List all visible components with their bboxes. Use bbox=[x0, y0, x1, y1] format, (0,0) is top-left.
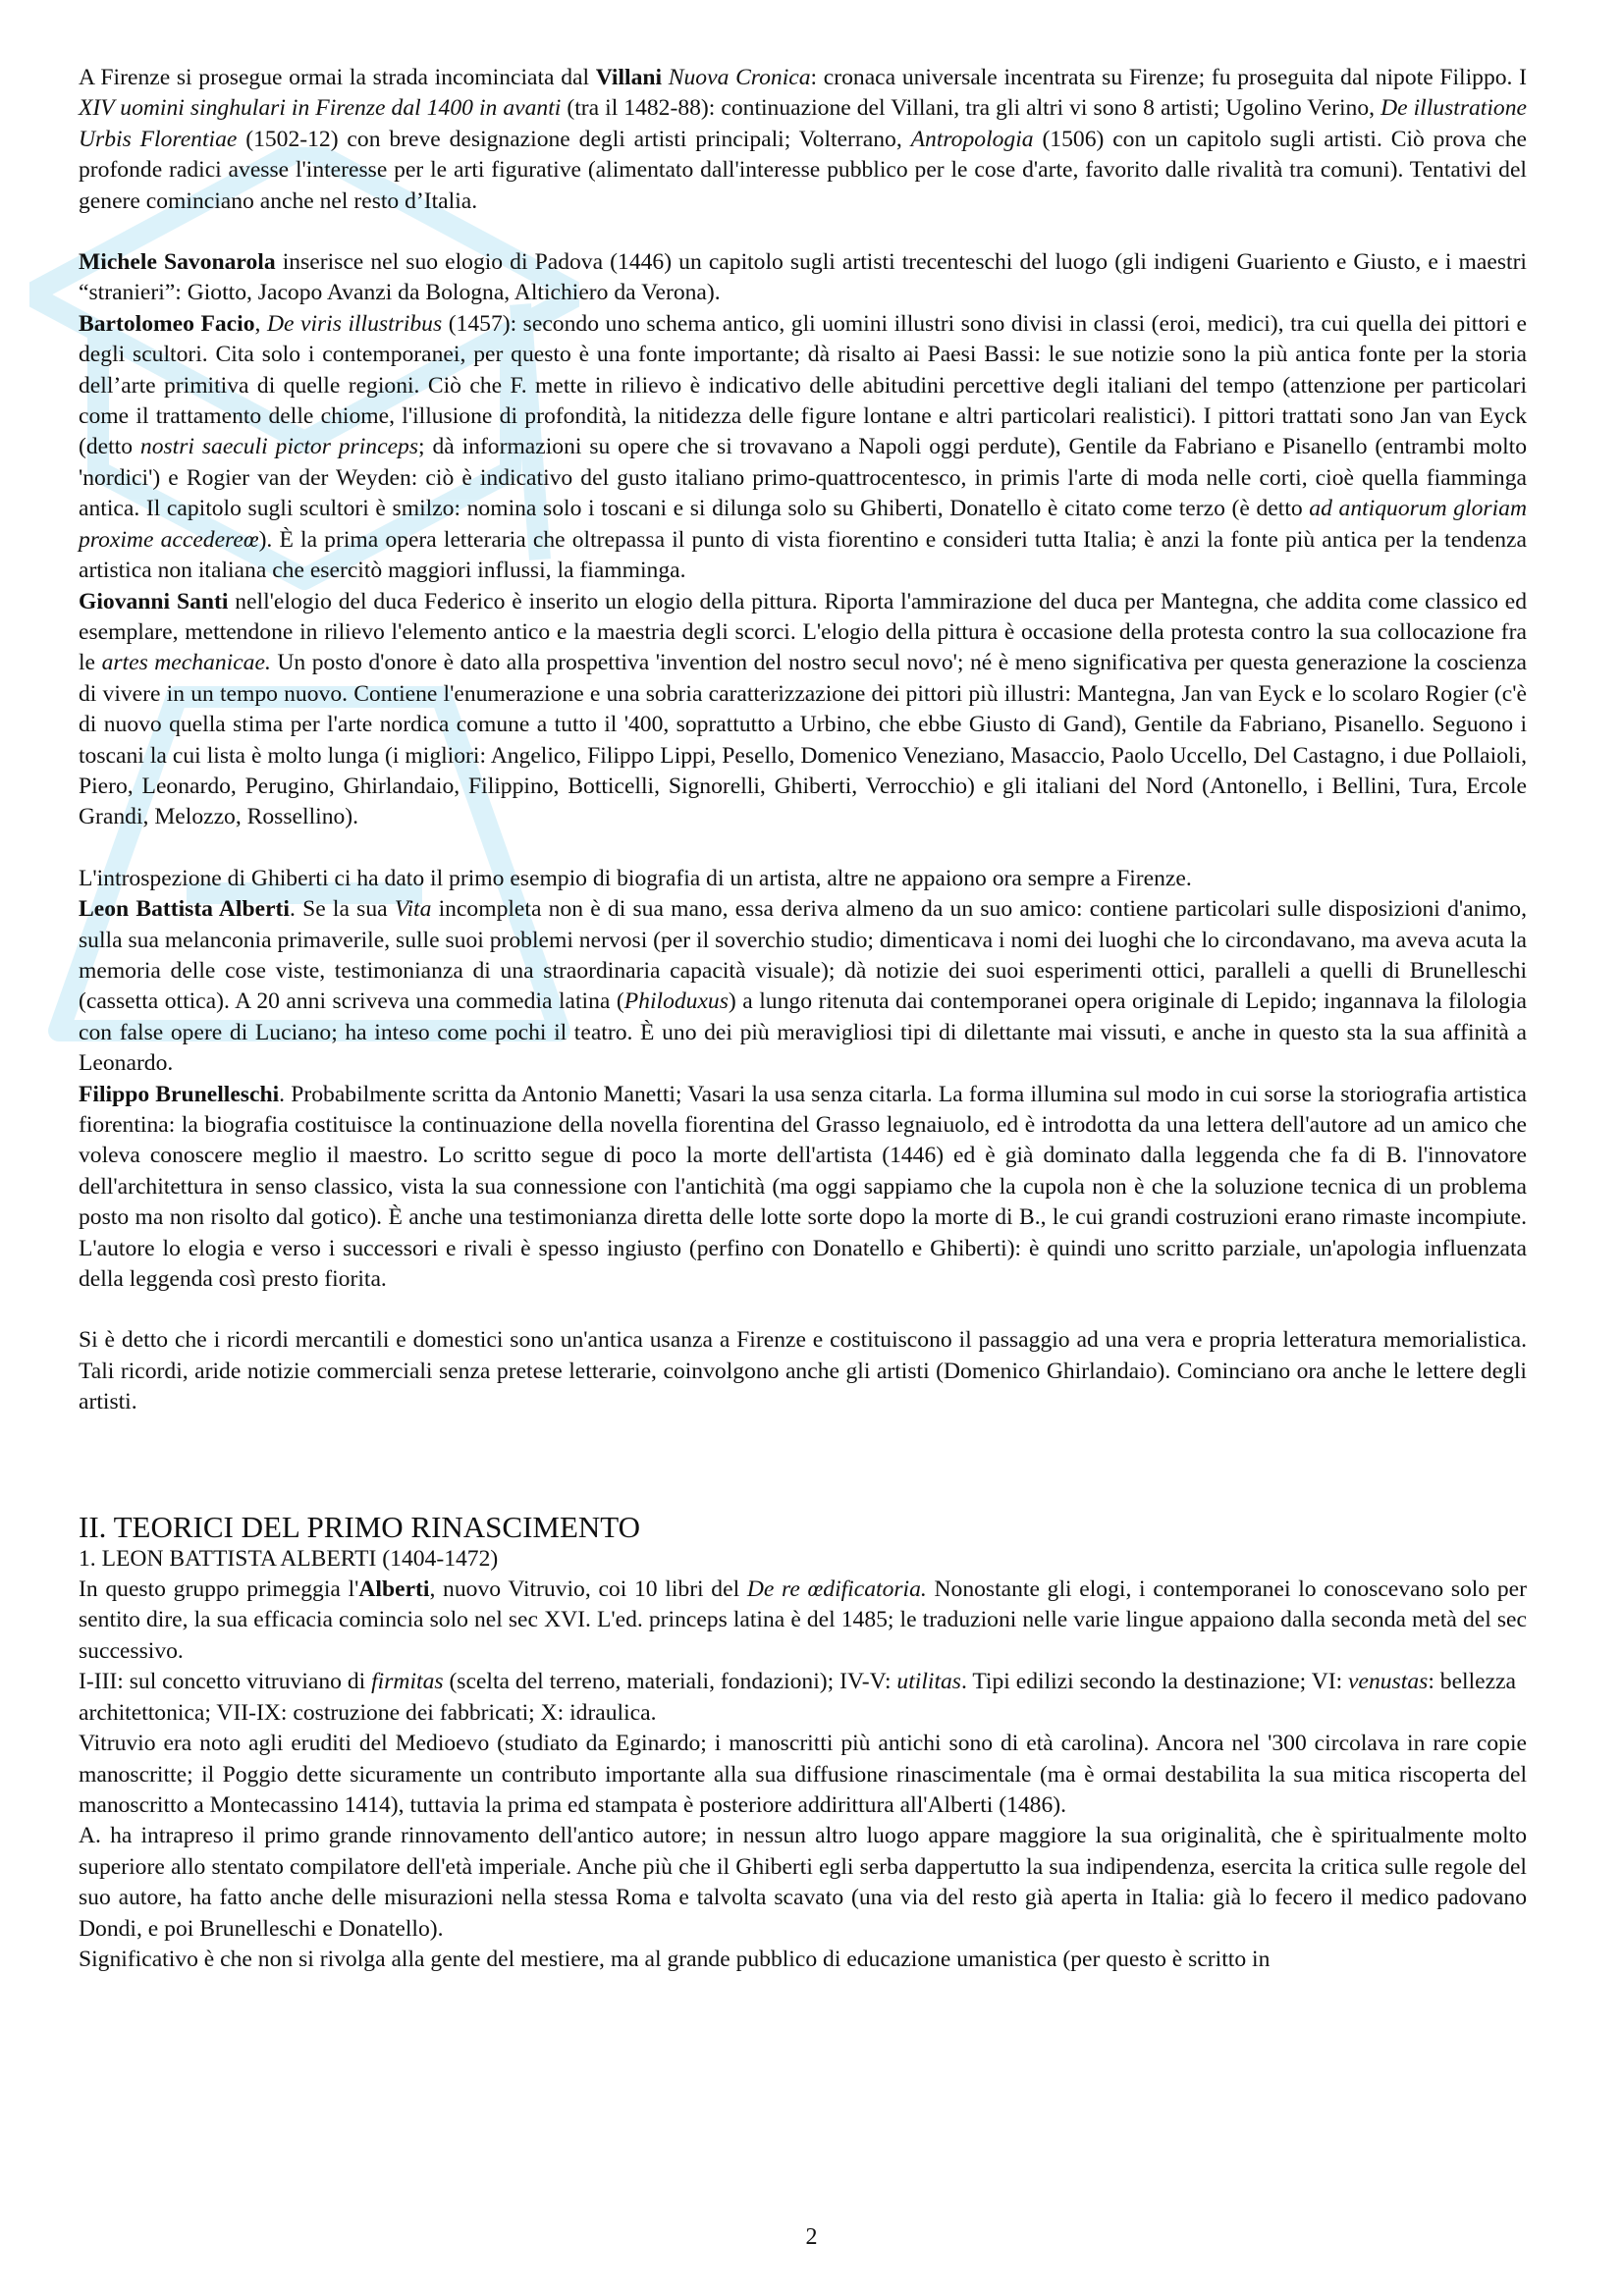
term-firmitas: firmitas bbox=[371, 1669, 444, 1695]
term-utilitas: utilitas bbox=[896, 1669, 961, 1695]
name-brunelleschi: Filippo Brunelleschi bbox=[79, 1081, 280, 1107]
document-page bbox=[79, 63, 1527, 1975]
title-nuova-cronica: Nuova Cronica bbox=[668, 65, 811, 90]
name-facio: Bartolomeo Facio bbox=[79, 310, 255, 337]
paragraph-rinnovamento: A. ha intrapreso il primo grande rinnovamento dell'antico autore; in nessun altro luogo appare maggiore la sua originalità, che è spiritualmente molto superiore allo stentato compilatore dell'età imperiale. Anche più che il Ghiberti egli serba dappertutto la sua indipendenza, esercita la critica sulle regole del suo autore, ha fatto anche delle misurazioni nella stessa Roma e talvolta scavato (una via del resto già aperta in Italia: già lo fecero il medico padovano Dondi, e poi Brunelleschi e Donatello). bbox=[79, 1823, 1527, 1942]
paragraph-villani: A Firenze si prosegue ormai la strada incominciata dal Villani Nuova Cronica: cronaca universale incentrata su Firenze; fu proseguita dal nipote Filippo. I XIV uomini singhulari in Firenze dal 1400 in avanti (tra il 1482-88): continuazione del Villani, tra gli altri vi sono 8 artisti; Ugolino Verino, De illustratione Urbis Florentiae (1502-12) con breve designazione degli artisti principali; Volterrano, Antropologia (1506) con un capitolo sugli artisti. Ciò prova che profonde radici avesse l'interesse per le arti figurative (alimentato dall'interesse pubblico per le cose d'arte, favorito dalle rivalità tra comuni). Tentativi del genere cominciano anche nel resto d’Italia. bbox=[79, 65, 1528, 214]
paragraph-savonarola: Michele Savonarola inserisce nel suo elogio di Padova (1446) un capitolo sugli artisti trecenteschi del luogo (gli indigeni Guariento e Giusto, e i maestri “stranieri”: Giotto, Jacopo Avanzi da Bologna, Altichiero da Verona). bbox=[79, 249, 1527, 306]
name-santi: Giovanni Santi bbox=[79, 588, 229, 614]
paragraph-alberti: Leon Battista Alberti. Se la sua Vita incompleta non è di sua mano, essa deriva almeno da un suo amico: contiene particolari sulle disposizioni d'animo, sulla sua melanconia primaverile, sulle suoi problemi nervosi (per il soverchio studio; dimenticava i nomi dei luoghi che lo circondavano, ma aveva acuta la memoria delle cose viste, testimonianza di una straordinaria capacità visuale); dà notizie dei suoi esperimenti ottici, paralleli a quelli di Brunelleschi (cassetta ottica). A 20 anni scriveva una commedia latina (Philoduxus) a lungo ritenuta dai contemporanei opera originale di Lepido; ingannava la filologia con false opere di Luciano; ha inteso come pochi il teatro. È uno dei più meravigliosi tipi di dilettante mai vissuti, e anche in questo sta la sua affinità a Leonardo. bbox=[79, 896, 1527, 1077]
name-alberti: Leon Battista Alberti bbox=[79, 896, 290, 923]
name-villani: Villani bbox=[595, 65, 663, 90]
paragraph-significativo: Significativo è che non si rivolga alla gente del mestiere, ma al grande pubblico di educazione umanistica (per questo è scritto in bbox=[79, 1946, 1271, 1972]
paragraph-ghiberti: L'introspezione di Ghiberti ci ha dato il primo esempio di biografia di un artista, altre ne appaiono ora sempre a Firenze. bbox=[79, 865, 1192, 891]
title-vita: Vita bbox=[394, 896, 432, 923]
title-xiv-uomini: XIV uomini singhulari in Firenze dal 1400 in avanti bbox=[79, 95, 562, 122]
paragraph-books-outline: I-III: sul concetto vitruviano di firmitas (scelta del terreno, materiali, fondazioni); IV-V: utilitas. Tipi edilizi secondo la destinazione; VI: venustas: bellezza architettonica; VII-IX: costruzione dei fabbricati; X: idraulica. bbox=[79, 1669, 1517, 1726]
paragraph-santi: Giovanni Santi nell'elogio del duca Federico è inserito un elogio della pittura. Riporta l'ammirazione del duca per Mantegna, che addita come classico ed esemplare, mettendone in rilievo l'elemento antico e la maestria degli scorci. L'elogio della pittura è occasione della protesta contro la sua collocazione fra le artes mechanicae. Un posto d'onore è dato alla prospettiva 'invention del nostro secul novo'; né è meno significativa per questa generazione la coscienza di vivere in un tempo nuovo. Contiene l'enumerazione e una sobria caratterizzazione dei pittori più illustri: Mantegna, Jan van Eyck e lo scolaro Rogier (c'è di nuovo quella stima per l'arte nordica comune a tutto il '400, soprattutto a Urbino, che ebbe Giusto di Gand), Gentile da Fabriano, Pisanello. Seguono i toscani la cui lista è molto lunga (i migliori: Angelico, Filippo Lippi, Pesello, Domenico Veneziano, Masaccio, Paolo Uccello, Del Castagno, i due Pollaioli, Piero, Leonardo, Perugino, Ghirlandaio, Filippino, Botticelli, Signorelli, Ghiberti, Verrocchio) e gli italiani del Nord (Antonello, i Bellini, Tura, Ercole Grandi, Melozzo, Rossellino). bbox=[79, 588, 1528, 830]
page-number: 2 bbox=[805, 2224, 818, 2250]
section-heading: II. TEORICI DEL PRIMO RINASCIMENTO bbox=[79, 1509, 641, 1544]
paragraph-ricordi: Si è detto che i ricordi mercantili e domestici sono un'antica usanza a Firenze e costituiscono il passaggio ad una vera e propria letteratura memorialistica. Tali ricordi, aride notizie commerciali senza pretese letterarie, coinvolgono anche gli artisti (Domenico Ghirlandaio). Cominciano ora anche le lettere degli artisti. bbox=[79, 1327, 1527, 1415]
title-antropologia: Antropologia bbox=[910, 126, 1034, 152]
title-de-re-aedificatoria: De re œdificatoria. bbox=[746, 1576, 927, 1603]
title-de-viris: De viris illustribus bbox=[266, 310, 443, 337]
paragraph-de-re-aedificatoria: In questo gruppo primeggia l'Alberti, nuovo Vitruvio, coi 10 libri del De re œdificatoria. Nonostante gli elogi, i contemporanei lo conoscevano solo per sentito dire, la sua efficacia comincia solo nel sec XVI. L'ed. princeps latina è del 1485; le traduzioni nelle varie lingue appaiono dalla seconda metà del sec successivo. bbox=[79, 1576, 1527, 1664]
paragraph-brunelleschi: Filippo Brunelleschi. Probabilmente scritta da Antonio Manetti; Vasari la usa senza citarla. La forma illumina sul modo in cui sorse la storiografia artistica fiorentina: la biografia costituisce la continuazione della novella fiorentina del Grasso legnaiuolo, ed è introdotta da una lettera dell'autore ad un amico che voleva conoscere meglio il maestro. Lo scritto segue di poco la morte dell'artista (1446) ed è già dominato dalla leggenda che fa di B. l'innovatore dell'architettura in senso classico, vista la sua connessione con l'antichità (ma oggi sappiamo che la cupola non è che la soluzione tecnica di un problema posto ma non risolto dal gotico). È anche una testimonianza diretta delle lotte sorte dopo la morte di B., le cui grandi costruzioni erano rimaste incompiute. L'autore lo elogia e verso i successori e rivali è spesso ingiusto (perfino con Donatello e Ghiberti): è quindi uno scritto parziale, un'apologia influenzata della leggenda così presto fiorita. bbox=[79, 1081, 1527, 1293]
quote-pictor-princeps: nostri saeculi pictor princeps bbox=[139, 434, 419, 460]
term-artes-mechanicae: artes mechanicae. bbox=[101, 650, 271, 676]
title-de-illustratione: De illustratione Urbis Florentiae bbox=[79, 95, 1527, 152]
name-alberti-bold: Alberti bbox=[358, 1576, 430, 1603]
title-philoduxus: Philoduxus bbox=[623, 988, 729, 1015]
quote-ad-antiquorum: ad antiquorum gloriam proxime accedereœ bbox=[79, 496, 1527, 553]
name-savonarola: Michele Savonarola bbox=[79, 249, 276, 276]
paragraph-vitruvio: Vitruvio era noto agli eruditi del Medioevo (studiato da Eginardo; i manoscritti più antichi sono di età carolina). Ancora nel '300 circolava in rare copie manoscritte; il Poggio dette sicuramente un contributo importante alla sua diffusione rinascimentale (ma è ormai destabilita la sua mitica riscoperta del manoscritto a Montecassino 1414), tuttavia la prima ed stampata è posteriore addirittura all'Alberti (1486). bbox=[79, 1731, 1527, 1818]
paragraph-facio: Bartolomeo Facio, De viris illustribus (1457): secondo uno schema antico, gli uomini illustri sono divisi in classi (eroi, medici), tra cui quella dei pittori e degli scultori. Cita solo i contemporanei, per questo è una fonte importante; dà risalto ai Paesi Bassi: le sue notizie sono la più antica fonte per la storia dell’arte primitiva di quelle regioni. Ciò che F. mette in rilievo è indicativo delle abitudini percettive degli italiani del tempo (attenzione per particolari come il trattamento delle chiome, l'illusione di profondità, la nitidezza delle figure lontane e altri particolari realistici). I pittori trattati sono Jan van Eyck (detto nostri saeculi pictor princeps; dà informazioni su opere che si trovavano a Napoli oggi perdute), Gentile da Fabriano e Pisanello (entrambi molto 'nordici') e Rogier van der Weyden: ciò è indicativo del gusto italiano primo-quattrocentesco, in primis l'arte di moda nelle corti, cioè quella fiamminga antica. Il capitolo sugli scultori è smilzo: nomina solo i toscani e si dilunga solo su Ghiberti, Donatello è citato come terzo (è detto ad antiquorum gloriam proxime accedereœ). È la prima opera letteraria che oltrepassa il punto di vista fiorentino e consideri tutta Italia; è anzi la fonte più antica per la tendenza artistica non italiana che esercitò maggiori influssi, la fiamminga. bbox=[79, 310, 1528, 584]
section-subheading: 1. LEON BATTISTA ALBERTI (1404-1472) bbox=[79, 1545, 499, 1572]
term-venustas: venustas bbox=[1348, 1669, 1429, 1695]
